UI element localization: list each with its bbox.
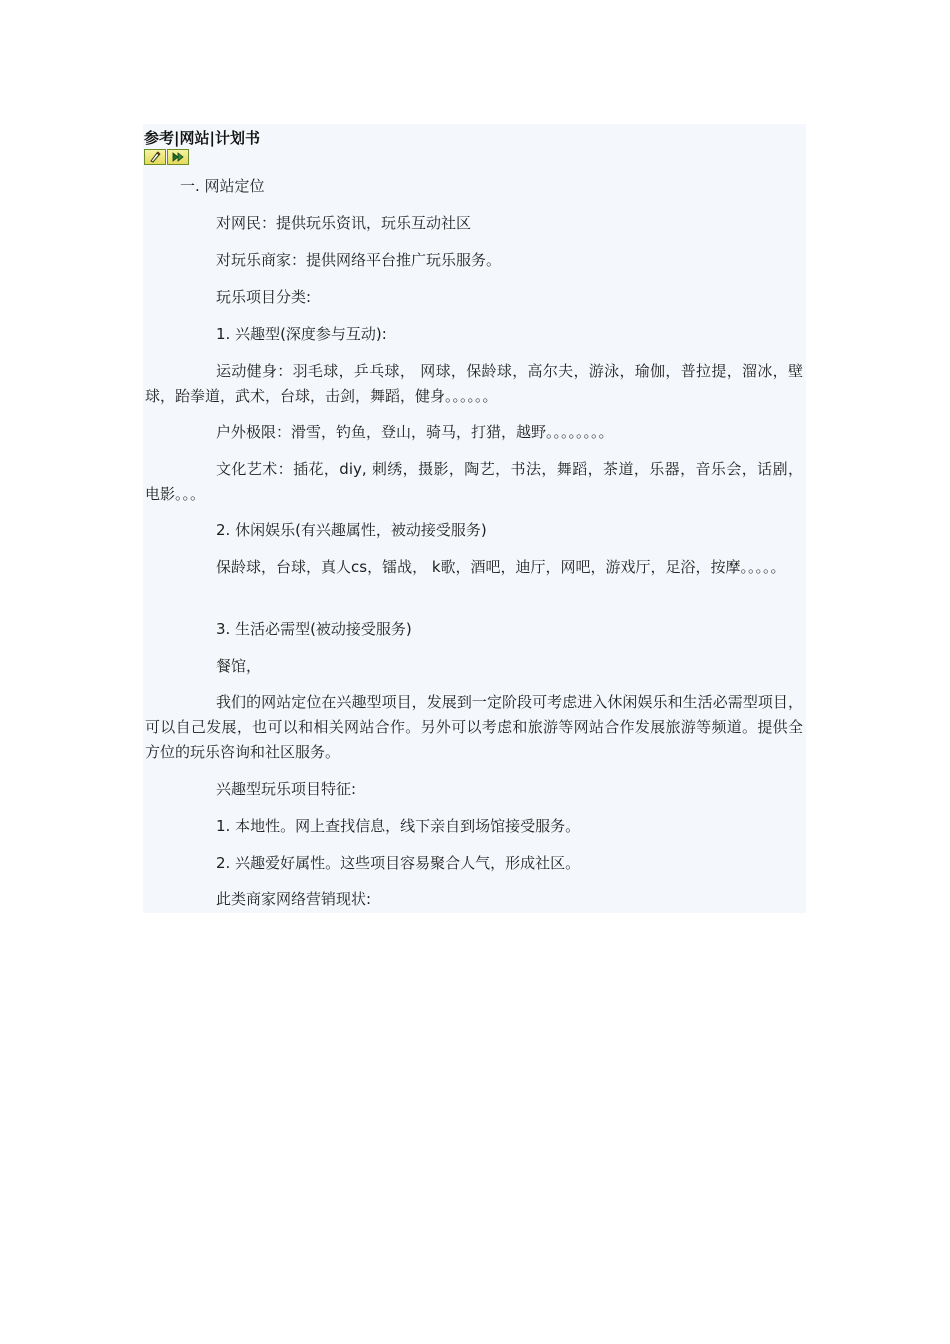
text-line: 2. 兴趣爱好属性。这些项目容易聚合人气，形成社区。 <box>216 854 581 872</box>
text-line: 此类商家网络营销现状: <box>216 890 372 908</box>
text-paragraph: 保龄球，台球，真人cs，镭战， k歌，酒吧，迪厅，网吧，游戏厅，足浴，按摩。。。。。 <box>216 558 786 576</box>
forward-icon[interactable] <box>167 149 189 165</box>
toolbar-icons <box>144 149 189 166</box>
text-paragraph: 文化艺术：插花，diy, 刺绣，摄影，陶艺，书法，舞蹈，茶道，乐器，音乐会，话剧，电影。。。 <box>145 460 803 503</box>
list-heading: 2. 休闲娱乐(有兴趣属性，被动接受服务) <box>216 521 487 539</box>
text-line: 餐馆， <box>216 657 262 675</box>
text-line: 玩乐项目分类: <box>216 288 312 306</box>
text-paragraph: 我们的网站定位在兴趣型项目，发展到一定阶段可考虑进入休闲娱乐和生活必需型项目，可以自己发展，也可以和相关网站合作。另外可以考虑和旅游等网站合作发展旅游等频道。提供全方位的玩乐咨询和社区服务。 <box>145 693 803 761</box>
article-panel <box>143 124 806 913</box>
text-paragraph: 运动健身：羽毛球，乒乓球， 网球，保龄球，高尔夫，游泳，瑜伽，普拉提，溜冰，壁球，跆拳道，武术，台球，击剑，舞蹈，健身。。。。。。 <box>145 362 803 405</box>
text-line: 兴趣型玩乐项目特征: <box>216 780 357 798</box>
section-heading: 一. 网站定位 <box>180 177 265 195</box>
text-line: 户外极限：滑雪，钓鱼，登山，骑马，打猎，越野。。。。。。。。 <box>216 423 614 441</box>
list-heading: 1. 兴趣型(深度参与互动): <box>216 325 387 343</box>
document-title: 参考|网站|计划书 <box>144 129 260 147</box>
text-line: 对网民：提供玩乐资讯，玩乐互动社区 <box>216 214 472 232</box>
text-line: 对玩乐商家：提供网络平台推广玩乐服务。 <box>216 251 502 269</box>
edit-icon[interactable] <box>144 149 166 165</box>
text-line: 1. 本地性。网上查找信息，线下亲自到场馆接受服务。 <box>216 817 581 835</box>
list-heading: 3. 生活必需型(被动接受服务) <box>216 620 412 638</box>
